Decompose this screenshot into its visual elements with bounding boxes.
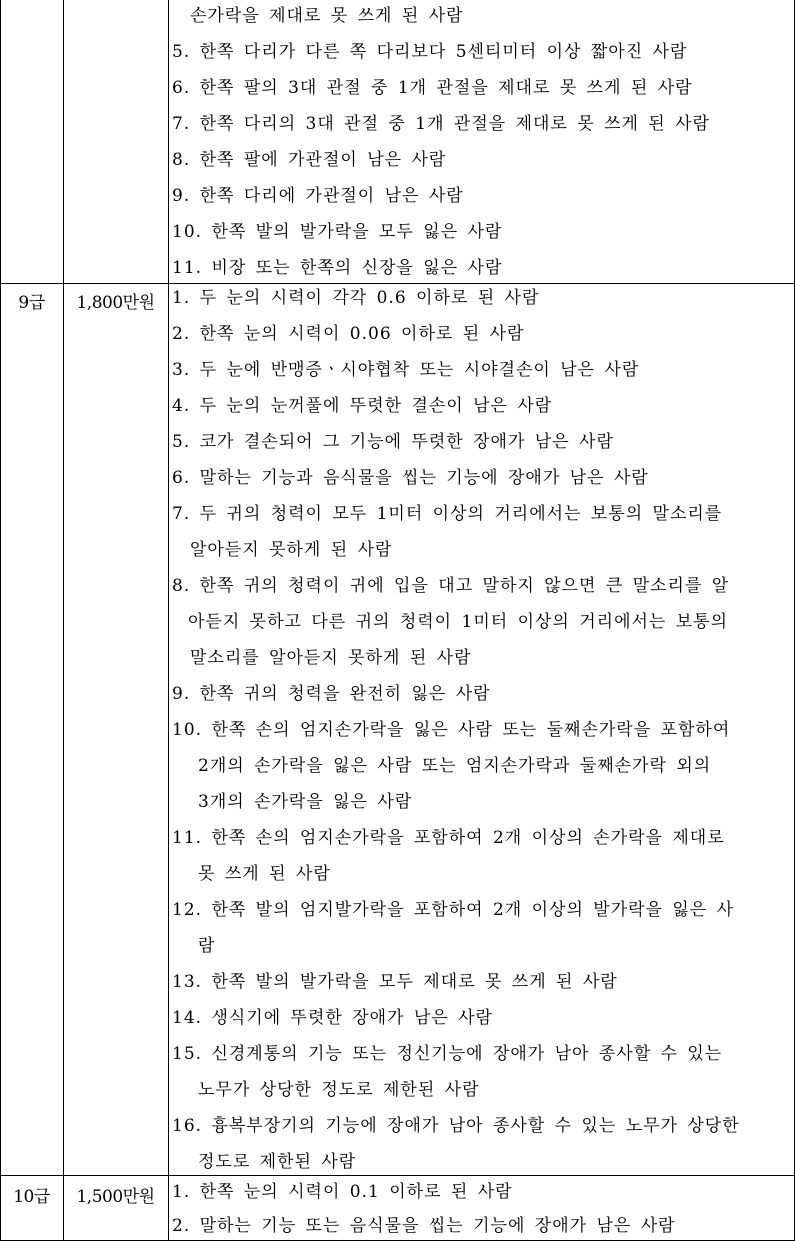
list-item-line: 노무가 상당한 정도로 제한된 사람 bbox=[198, 1080, 480, 1100]
list-item-line: 손가락을 제대로 못 쓰게 된 사람 bbox=[190, 6, 464, 26]
list-item: 10. 한쪽 손의 엄지손가락을 잃은 사람 또는 둘째손가락을 포함하여 bbox=[172, 720, 731, 740]
list-item-line: 말소리를 알아듣지 못하게 된 사람 bbox=[190, 648, 472, 668]
row-divider bbox=[0, 283, 795, 284]
list-item: 11. 비장 또는 한쪽의 신장을 잃은 사람 bbox=[172, 258, 503, 278]
grade-cell: 10급 bbox=[13, 1187, 50, 1207]
list-item: 6. 한쪽 팔의 3대 관절 중 1개 관절을 제대로 못 쓰게 된 사람 bbox=[172, 78, 693, 98]
amount-cell: 1,500만원 bbox=[76, 1187, 155, 1207]
list-item: 1. 한쪽 눈의 시력이 0.1 이하로 된 사람 bbox=[172, 1182, 513, 1202]
list-item: 2. 한쪽 눈의 시력이 0.06 이하로 된 사람 bbox=[172, 324, 525, 344]
list-item: 13. 한쪽 발의 발가락을 모두 제대로 못 쓰게 된 사람 bbox=[172, 972, 618, 992]
list-item: 12. 한쪽 발의 엄지발가락을 포함하여 2개 이상의 발가락을 잃은 사 bbox=[172, 900, 735, 920]
list-item: 11. 한쪽 손의 엄지손가락을 포함하여 2개 이상의 손가락을 제대로 bbox=[172, 828, 725, 848]
list-item: 10. 한쪽 발의 발가락을 모두 잃은 사람 bbox=[172, 222, 503, 242]
amount-column-divider bbox=[168, 0, 169, 1241]
list-item: 4. 두 눈의 눈꺼풀에 뚜렷한 결손이 남은 사람 bbox=[172, 396, 553, 416]
amount-cell: 1,800만원 bbox=[76, 293, 155, 313]
list-item-line: 알아듣지 못하게 된 사람 bbox=[190, 540, 393, 560]
list-item: 5. 한쪽 다리가 다른 쪽 다리보다 5센티미터 이상 짧아진 사람 bbox=[172, 42, 688, 62]
list-item-line: 3개의 손가락을 잃은 사람 bbox=[198, 792, 413, 812]
list-item: 16. 흉복부장기의 기능에 장애가 남아 종사할 수 있는 노무가 상당한 bbox=[172, 1116, 740, 1136]
list-item-line: 정도로 제한된 사람 bbox=[198, 1152, 357, 1172]
list-item-line: 아듣지 못하고 다른 귀의 청력이 1미터 이상의 거리에서는 보통의 bbox=[188, 612, 729, 632]
list-item: 3. 두 눈에 반맹증ㆍ시야협착 또는 시야결손이 남은 사람 bbox=[172, 360, 640, 380]
list-item: 9. 한쪽 귀의 청력을 완전히 잃은 사람 bbox=[172, 684, 491, 704]
table-border-left bbox=[0, 0, 1, 1241]
list-item: 8. 한쪽 귀의 청력이 귀에 입을 대고 말하지 않으면 큰 말소리를 알 bbox=[172, 576, 730, 596]
list-item: 6. 말하는 기능과 음식물을 씹는 기능에 장애가 남은 사람 bbox=[172, 468, 649, 488]
grade-column-divider bbox=[63, 0, 64, 1241]
list-item: 7. 두 귀의 청력이 모두 1미터 이상의 거리에서는 보통의 말소리를 bbox=[172, 504, 723, 524]
row-divider bbox=[0, 1175, 795, 1176]
list-item-line: 2개의 손가락을 잃은 사람 또는 엄지손가락과 둘째손가락 외의 bbox=[198, 756, 712, 776]
list-item: 5. 코가 결손되어 그 기능에 뚜렷한 장애가 남은 사람 bbox=[172, 432, 614, 452]
list-item: 8. 한쪽 팔에 가관절이 남은 사람 bbox=[172, 150, 447, 170]
list-item: 15. 신경계통의 기능 또는 정신기능에 장애가 남아 종사할 수 있는 bbox=[172, 1044, 723, 1064]
grade-cell: 9급 bbox=[18, 293, 45, 313]
list-item: 7. 한쪽 다리의 3대 관절 중 1개 관절을 제대로 못 쓰게 된 사람 bbox=[172, 114, 710, 134]
list-item-line: 못 쓰게 된 사람 bbox=[198, 864, 331, 884]
list-item: 14. 생식기에 뚜렷한 장애가 남은 사람 bbox=[172, 1008, 493, 1028]
list-item: 9. 한쪽 다리에 가관절이 남은 사람 bbox=[172, 186, 464, 206]
list-item-line: 람 bbox=[198, 936, 216, 956]
list-item: 1. 두 눈의 시력이 각각 0.6 이하로 된 사람 bbox=[172, 288, 540, 308]
list-item: 2. 말하는 기능 또는 음식물을 씹는 기능에 장애가 남은 사람 bbox=[172, 1216, 676, 1236]
